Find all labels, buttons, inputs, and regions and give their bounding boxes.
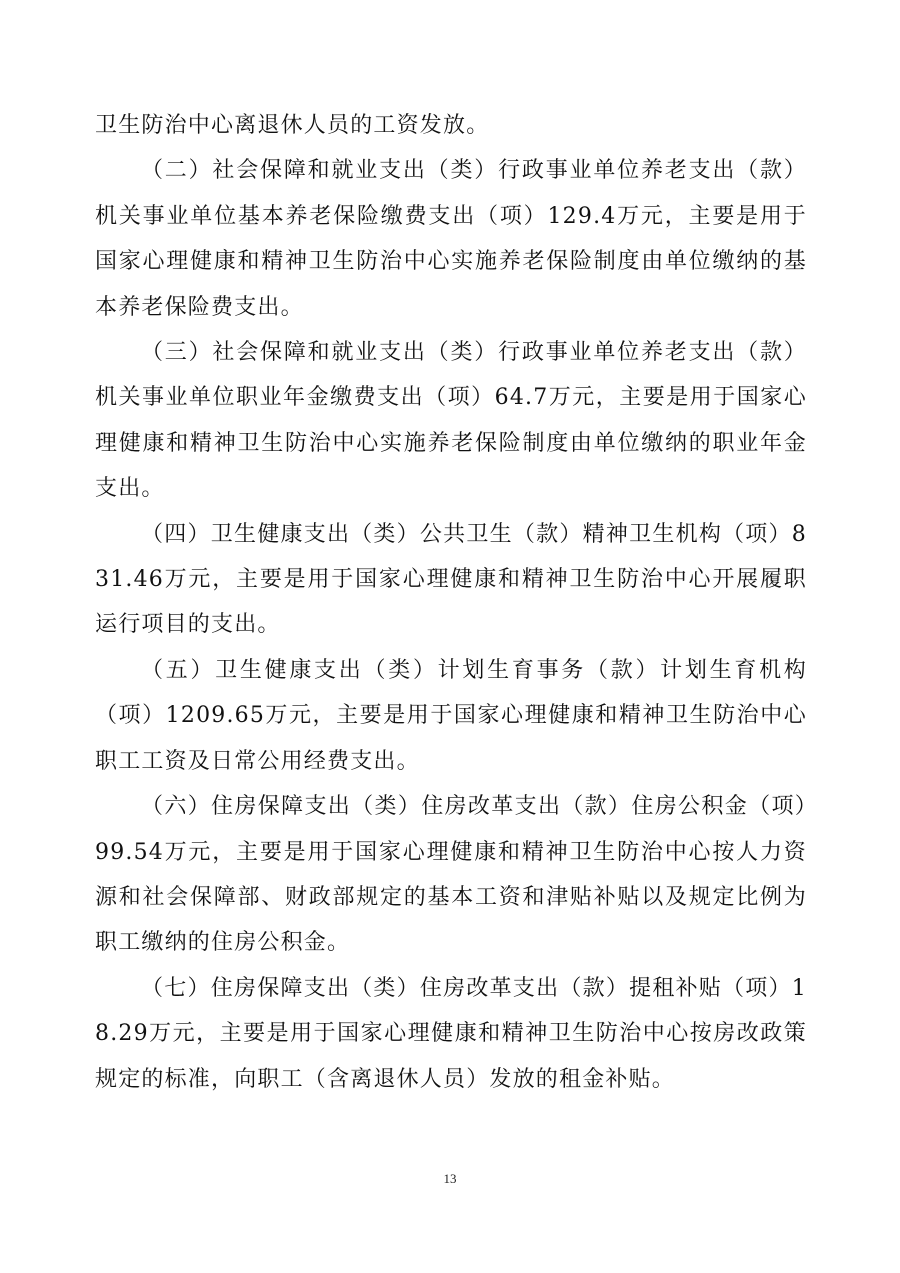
paragraph-item-2: （二）社会保障和就业支出（类）行政事业单位养老支出（款）机关事业单位基本养老保险缴费支出（项）129.4万元，主要是用于国家心理健康和精神卫生防治中心实施养老保险制度由单位缴纳的基本养老保险费支出。 [95, 158, 807, 320]
document-body [95, 103, 807, 1102]
paragraph-continuation: 卫生防治中心离退休人员的工资发放。 [95, 113, 490, 138]
paragraph-item-3: （三）社会保障和就业支出（类）行政事业单位养老支出（款）机关事业单位职业年金缴费支出（项）64.7万元，主要是用于国家心理健康和精神卫生防治中心实施养老保险制度由单位缴纳的职业年金支出。 [95, 340, 807, 502]
paragraph-item-5: （五）卫生健康支出（类）计划生育事务（款）计划生育机构（项）1209.65万元，主要是用于国家心理健康和精神卫生防治中心职工工资及日常公用经费支出。 [95, 657, 807, 774]
paragraph-item-7: （七）住房保障支出（类）住房改革支出（款）提租补贴（项）18.29万元，主要是用于国家心理健康和精神卫生防治中心按房改政策规定的标准，向职工（含离退休人员）发放的租金补贴。 [95, 975, 807, 1092]
page-number: 13 [443, 1171, 457, 1186]
paragraph-item-6: （六）住房保障支出（类）住房改革支出（款）住房公积金（项）99.54万元，主要是用于国家心理健康和精神卫生防治中心按人力资源和社会保障部、财政部规定的基本工资和津贴补贴以及规定比例为职工缴纳的住房公积金。 [95, 794, 807, 956]
paragraph-item-4: （四）卫生健康支出（类）公共卫生（款）精神卫生机构（项）831.46万元，主要是用于国家心理健康和精神卫生防治中心开展履职运行项目的支出。 [95, 521, 807, 638]
